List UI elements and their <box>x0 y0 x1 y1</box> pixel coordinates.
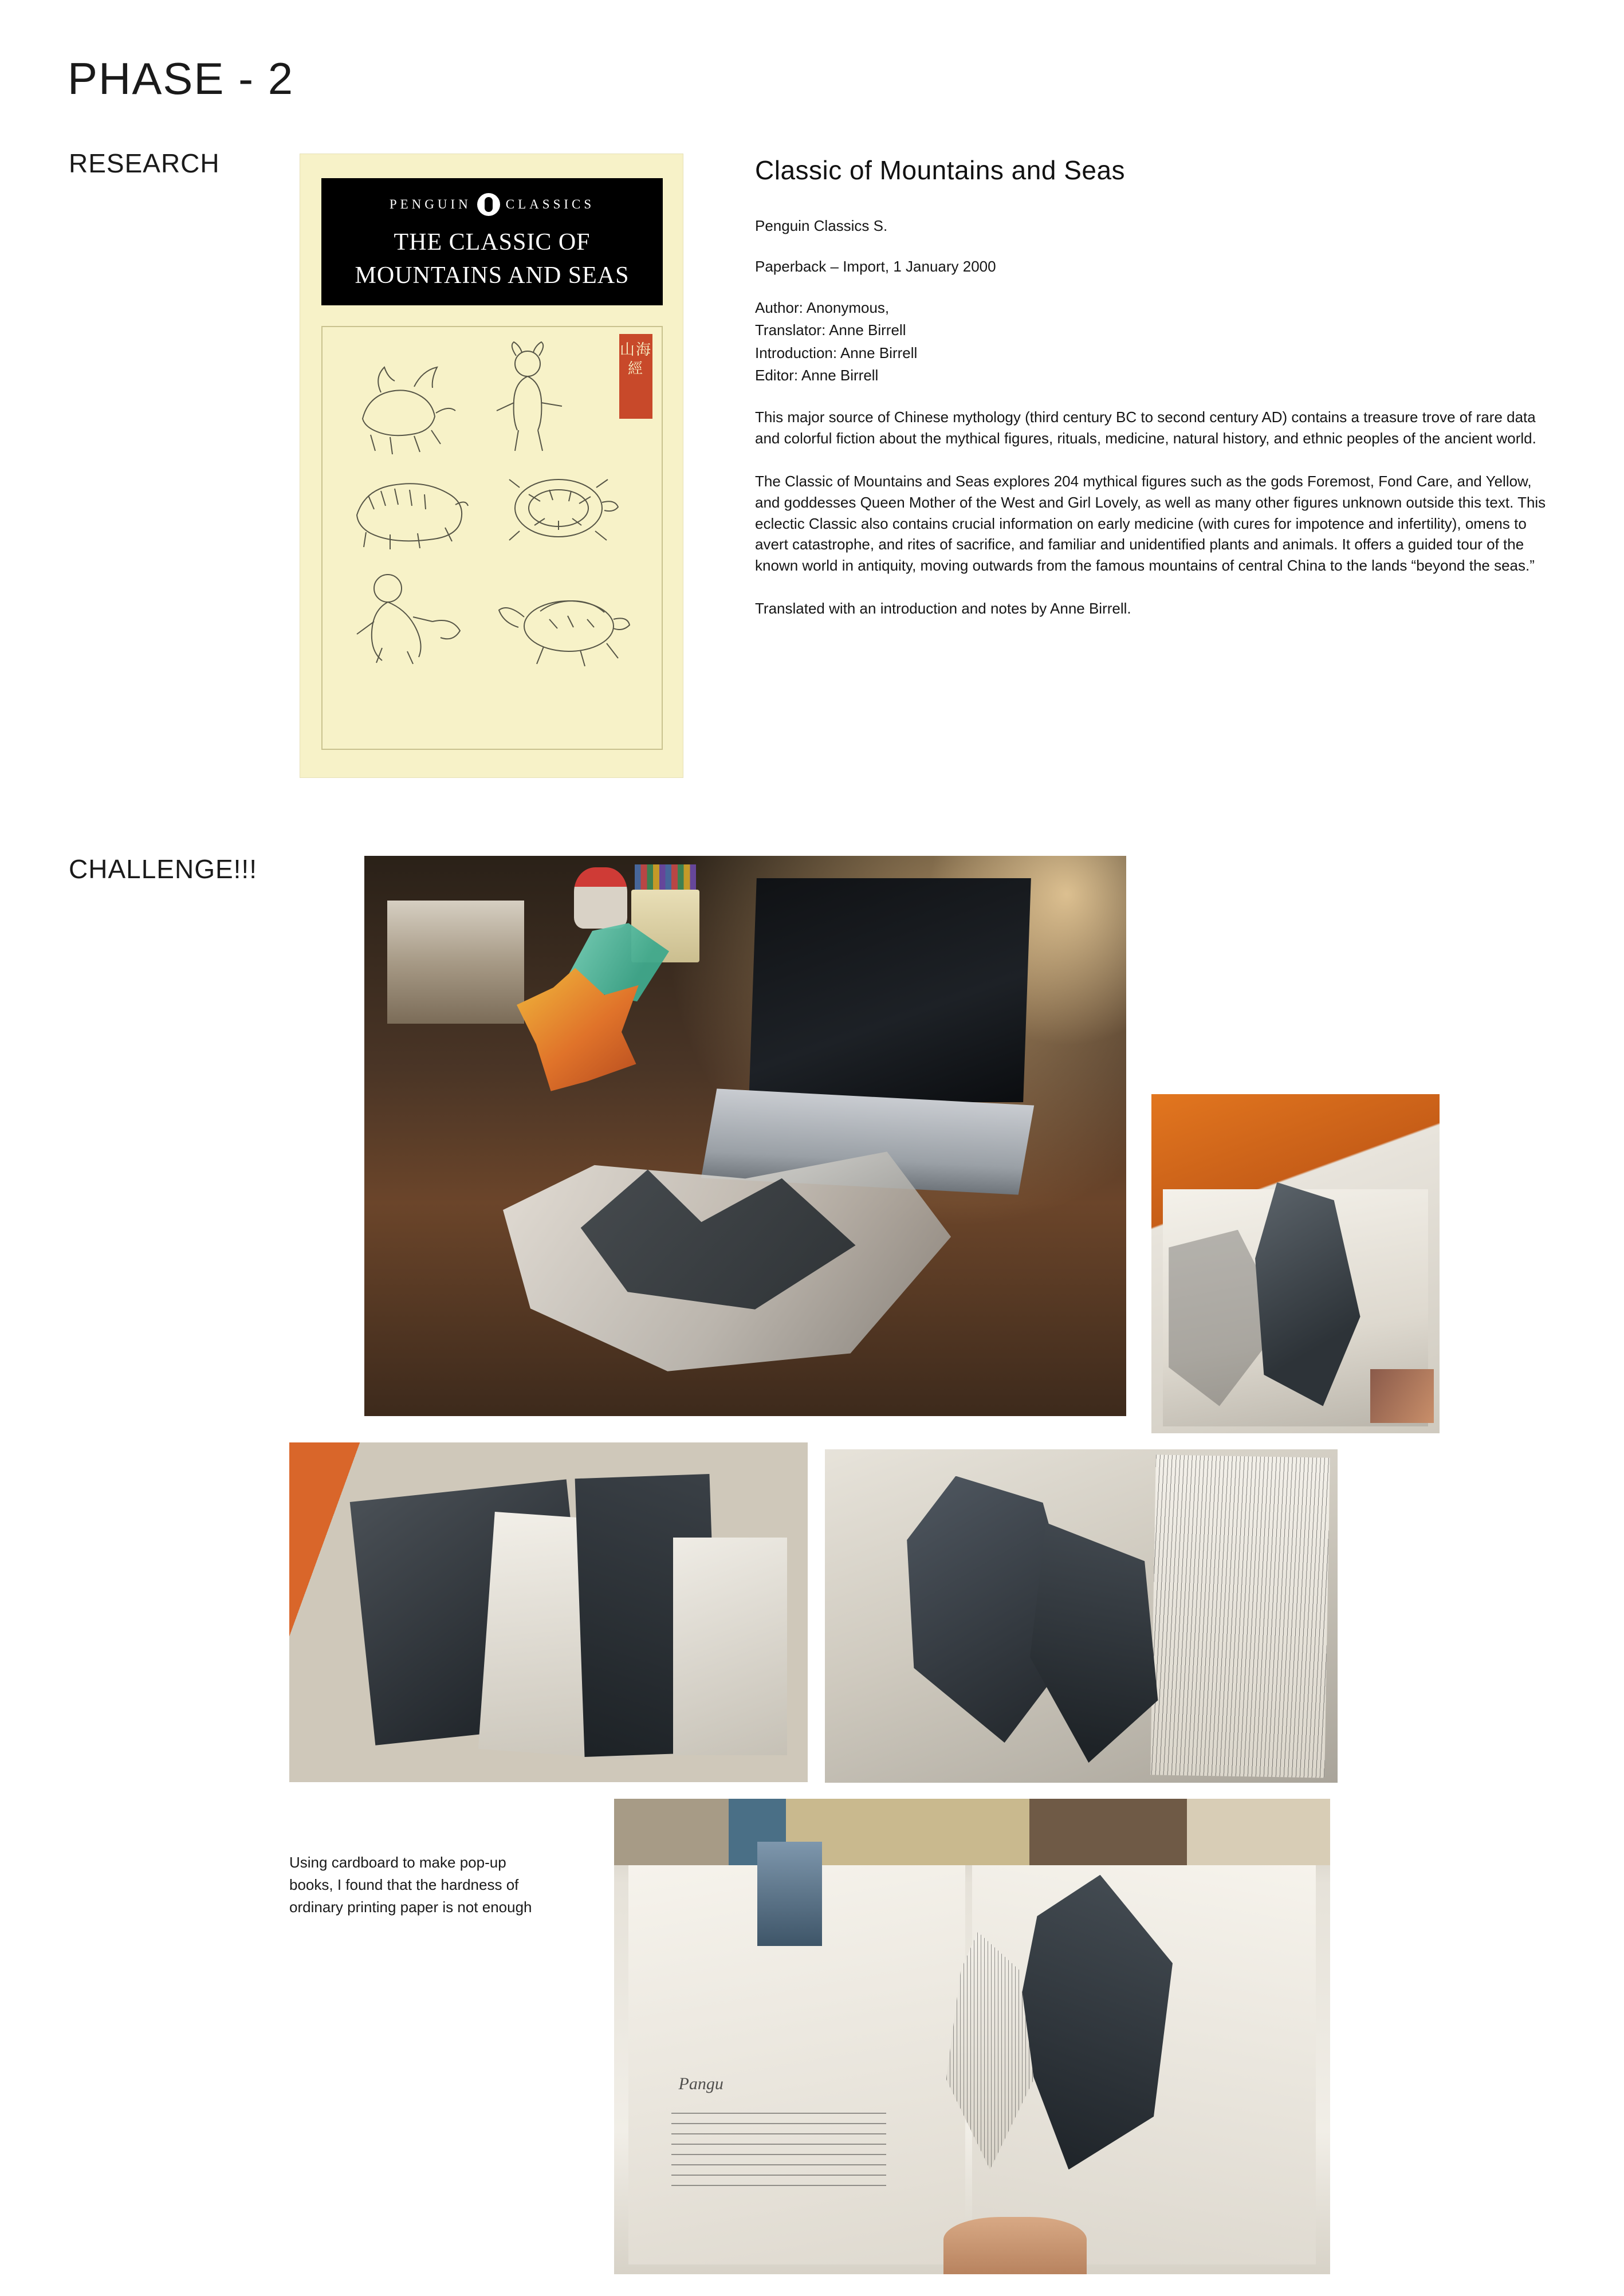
penguin-brand-text: PENGUIN <box>389 197 471 211</box>
book-blurb-1: This major source of Chinese mythology (third century BC to second century AD) contains a treasure trove of rare data and colorful fiction about the mythical figures, rituals, medicine, natural history, and ethnic peoples of the ancient world. <box>755 408 1536 447</box>
book-credits <box>755 297 1557 387</box>
cover-title-line1: THE CLASSIC OF <box>394 229 591 255</box>
chinese-newspaper-page <box>1150 1454 1330 1778</box>
cover-chinese-seal-stamp: 山海經 <box>619 334 652 419</box>
photo-paper-sculpture-closeup <box>1151 1094 1440 1433</box>
photo-sculpture-with-newsprint <box>825 1449 1338 1783</box>
book-cover-image <box>300 154 683 778</box>
sky-image-patch <box>757 1842 822 1947</box>
creature-winged-beast-icon <box>345 350 460 459</box>
photo-print-corner <box>1370 1369 1434 1424</box>
book-title: Classic of Mountains and Seas <box>755 155 1126 185</box>
challenge-caption: Using cardboard to make pop-up books, I found that the hardness of ordinary printing paper is not enough <box>289 1854 532 1916</box>
creature-turtle-icon <box>494 462 626 554</box>
hand-holding-book <box>943 2217 1087 2274</box>
book-format: Paperback – Import, 1 January 2000 <box>755 257 996 275</box>
penguin-classics-text: CLASSICS <box>505 197 595 211</box>
ruled-lines <box>671 2113 886 2189</box>
penguin-classics-logo <box>321 193 663 216</box>
creature-winged-turtle-icon <box>494 567 632 670</box>
photo-popup-book <box>614 1799 1330 2274</box>
book-blurb-3: Translated with an introduction and notes by Anne Birrell. <box>755 600 1131 618</box>
cover-title-band <box>321 178 663 305</box>
page-title: PHASE - 2 <box>68 53 294 104</box>
section-label-research: RESEARCH <box>69 148 220 178</box>
laptop-screen <box>749 878 1031 1102</box>
credit-translator: Translator: Anne Birrell <box>755 321 906 339</box>
stack-of-books <box>387 901 524 1024</box>
cover-illustration <box>321 326 663 750</box>
toy-figure <box>574 867 627 929</box>
handwritten-label: Pangu <box>678 2074 723 2094</box>
creature-horned-figure-icon <box>483 341 575 455</box>
credit-author: Author: Anonymous, <box>755 298 890 316</box>
printed-card-2 <box>673 1538 787 1755</box>
cover-title-line2: MOUNTAINS AND SEAS <box>355 262 630 289</box>
paper-fin-2 <box>1030 1523 1163 1763</box>
book-info-panel <box>755 155 1557 639</box>
creature-monkey-icon <box>348 562 468 665</box>
background-shelf <box>614 1799 1330 1865</box>
penguin-bird-icon <box>477 193 500 216</box>
book-blurb-2: The Classic of Mountains and Seas explores 204 mythical figures such as the gods Foremost, Fond Care, and Yellow, and goddesses Queen Mother of the West and Girl Lovely, as well as many other figures unknown outside this text. This eclectic Classic also contains crucial information on early medicine (with cures for impotence and infertility), omens to avert catastrophe, and rites of sacrifice, and familiar and unidentified plants and animals. It offers a guided tour of the known world in antiquity, moving outwards from the famous mountains of central China to the lands “beyond the seas.” <box>755 472 1546 575</box>
photo-sculpture-with-cards <box>289 1442 808 1782</box>
credit-editor: Editor: Anne Birrell <box>755 367 879 384</box>
book-series: Penguin Classics S. <box>755 217 888 234</box>
section-label-challenge: CHALLENGE!!! <box>69 854 257 884</box>
photo-messy-desk <box>364 856 1126 1416</box>
creature-tiger-icon <box>343 460 469 552</box>
credit-introduction: Introduction: Anne Birrell <box>755 344 918 361</box>
